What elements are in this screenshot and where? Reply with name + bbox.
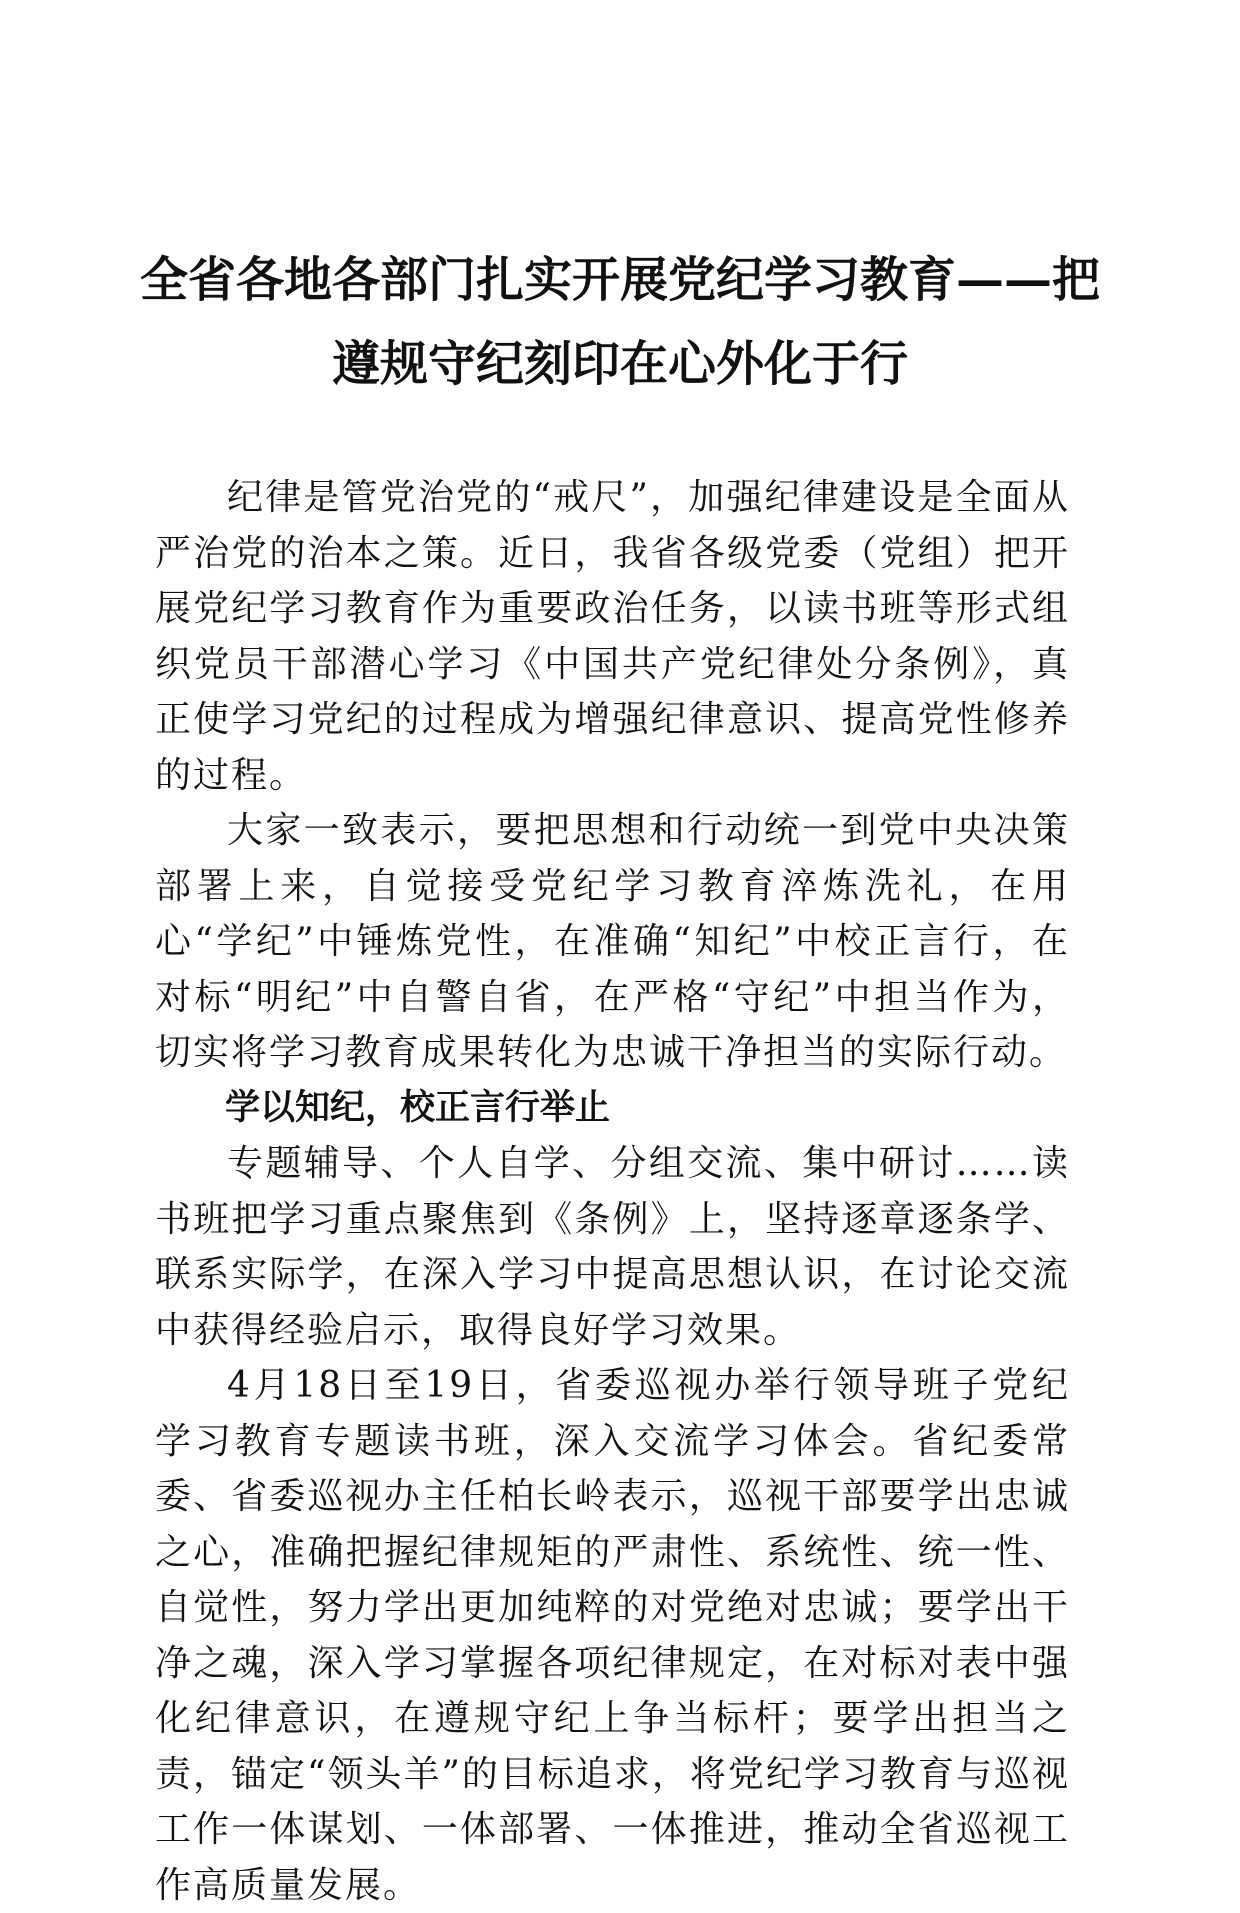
section-paragraph-2: 4月18日至19日，省委巡视办举行领导班子党纪学习教育专题读书班，深入交流学习体会。省纪委常委、省委巡视办主任柏长岭表示，巡视干部要学出忠诚之心，准确把握纪律规矩的严肃性、系统性、统一性、自觉性，努力学出更加纯粹的对党绝对忠诚；要学出干净之魂，深入学习掌握各项纪律规定，在对标对表中强化纪律意识，在遵规守纪上争当标杆；要学出担当之责，锚定“领头羊”的目标追求，将党纪学习教育与巡视工作一体谋划、一体部署、一体推进，推动全省巡视工作高质量发展。 bbox=[155, 1365, 1070, 1906]
intro-paragraph-1: 纪律是管党治党的“戒尺”，加强纪律建设是全面从严治党的治本之策。近日，我省各级党委（党组）把开展党纪学习教育作为重要政治任务，以读书班等形式组织党员干部潜心学习《中国共产党纪律处分条例》，真正使学习党纪的过程成为增强纪律意识、提高党性修养的过程。 bbox=[155, 477, 1070, 796]
document-body bbox=[155, 470, 1070, 1913]
section-heading: 学以知纪，校正言行举止 bbox=[225, 1087, 611, 1128]
section-paragraph-1: 专题辅导、个人自学、分组交流、集中研讨……读书班把学习重点聚焦到《条例》上，坚持逐章逐条学、联系实际学，在深入学习中提高思想认识，在讨论交流中获得经验启示，取得良好学习效果。 bbox=[155, 1143, 1070, 1351]
intro-paragraph-2: 大家一致表示，要把思想和行动统一到党中央决策部署上来，自觉接受党纪学习教育淬炼洗礼，在用心“学纪”中锤炼党性，在准确“知纪”中校正言行，在对标“明纪”中自警自省，在严格“守纪”中担当作为，切实将学习教育成果转化为忠诚干净担当的实际行动。 bbox=[155, 810, 1070, 1073]
document-title: 全省各地各部门扎实开展党纪学习教育——把遵规守纪刻印在心外化于行 bbox=[140, 252, 1101, 392]
